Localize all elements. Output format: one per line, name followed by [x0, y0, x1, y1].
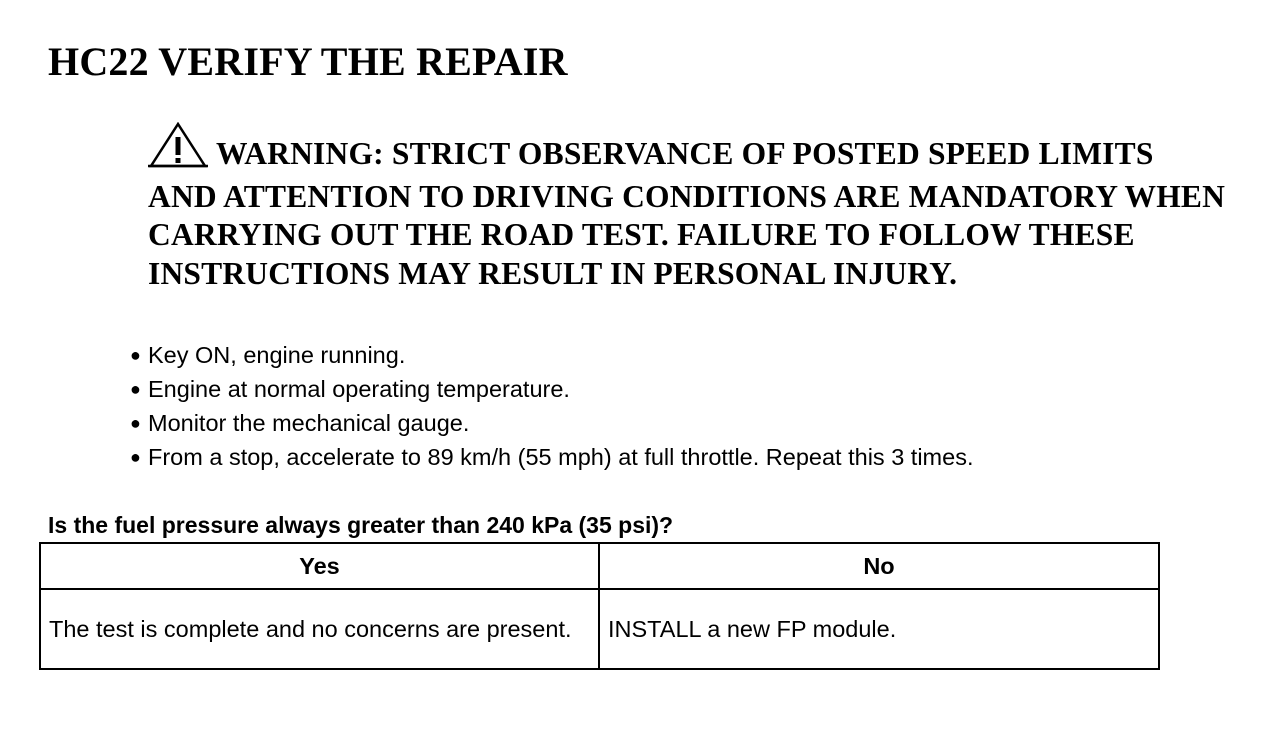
warning-block	[148, 122, 1228, 293]
bullet-icon: ●	[130, 413, 141, 433]
list-item: ● Engine at normal operating temperature.	[130, 372, 973, 406]
header-yes: Yes	[40, 543, 599, 589]
page-title: HC22 VERIFY THE REPAIR	[48, 39, 568, 84]
list-item: ● Monitor the mechanical gauge.	[130, 406, 973, 440]
decision-table	[39, 542, 1160, 670]
table-row	[40, 589, 1159, 669]
result-yes: The test is complete and no concerns are present.	[40, 589, 599, 669]
warning-triangle-icon	[148, 122, 208, 178]
bullet-icon: ●	[130, 379, 141, 399]
step-list	[130, 338, 973, 474]
result-no: INSTALL a new FP module.	[599, 589, 1159, 669]
list-item: ● Key ON, engine running.	[130, 338, 973, 372]
warning-text: WARNING: STRICT OBSERVANCE OF POSTED SPEED LIMITS AND ATTENTION TO DRIVING CONDITIONS ARE MANDATORY WHEN CARRYING OUT THE ROAD TEST. FAILURE TO FOLLOW THESE INSTRUCTIONS MAY RESULT IN PERSONAL INJURY.	[148, 136, 1226, 291]
table-header-row	[40, 543, 1159, 589]
list-item: ● From a stop, accelerate to 89 km/h (55 mph) at full throttle. Repeat this 3 times.	[130, 440, 973, 474]
header-no: No	[599, 543, 1159, 589]
bullet-icon: ●	[130, 447, 141, 467]
bullet-icon: ●	[130, 345, 141, 365]
decision-question: Is the fuel pressure always greater than 240 kPa (35 psi)?	[48, 512, 674, 538]
